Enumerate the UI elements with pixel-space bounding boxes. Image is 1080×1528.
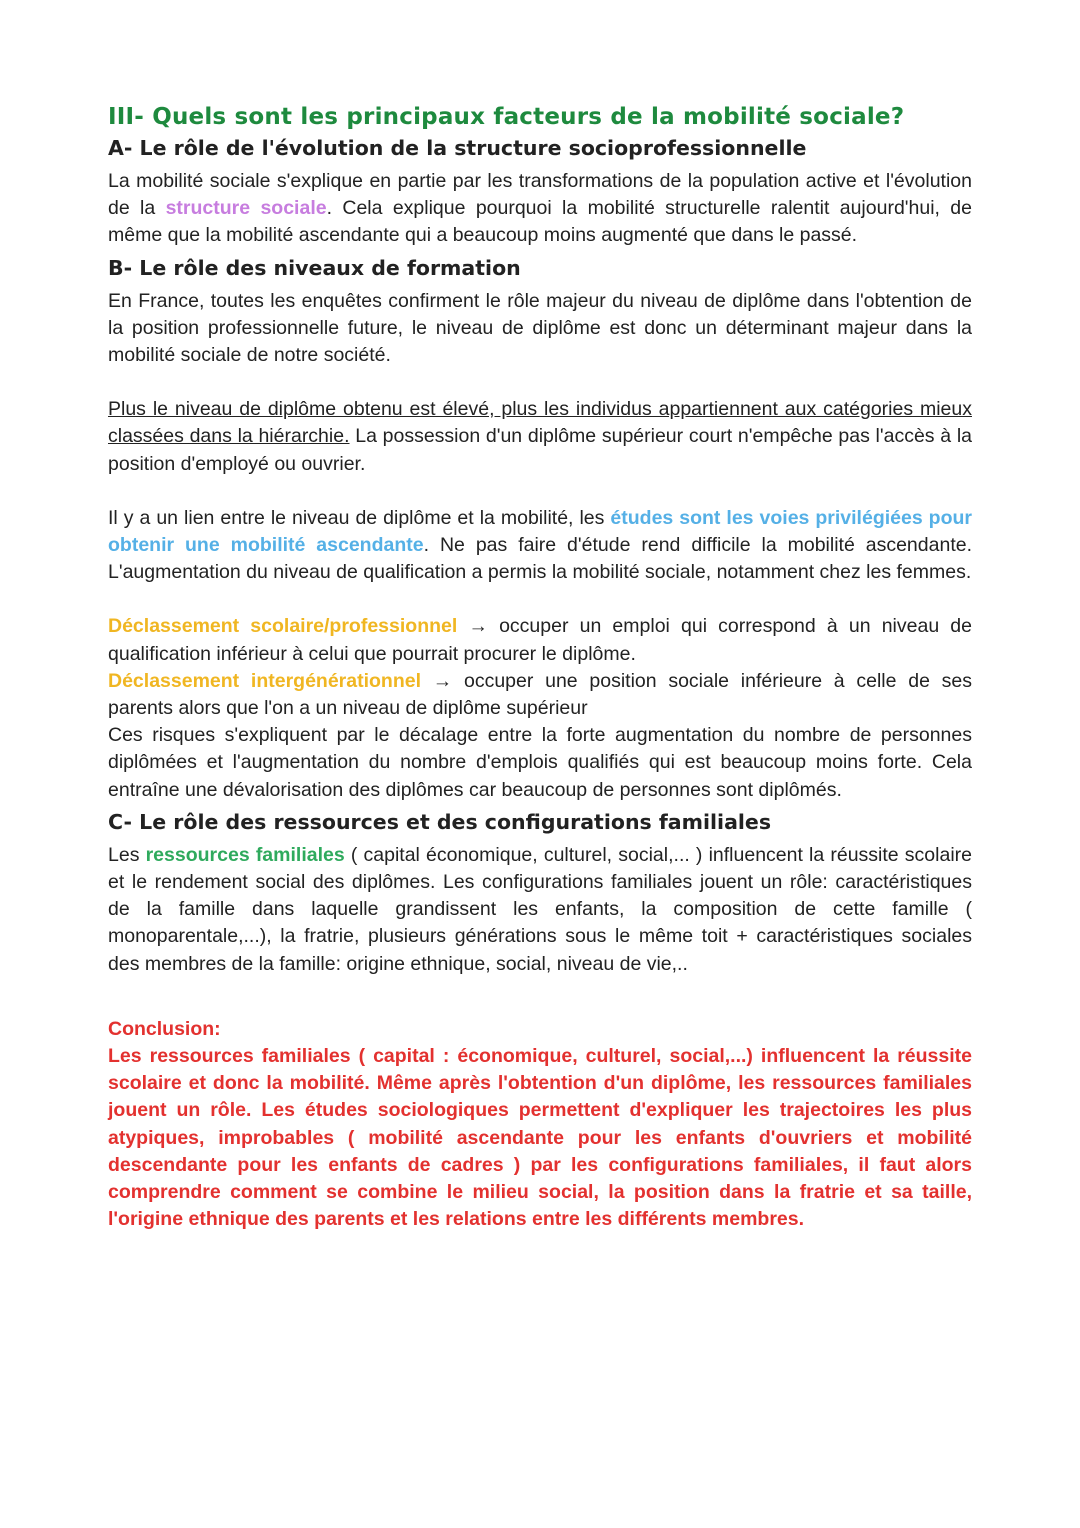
definition-term: Déclassement scolaire/professionnel — [108, 615, 458, 638]
definition-text: → occuper un emploi qui correspond à un niveau de qualification inférieur à celui que pourrait procurer le diplôme. — [108, 615, 972, 665]
highlight-etudes: études sont les voies privilégiées pour obtenir une mobilité ascendante — [108, 506, 973, 557]
highlight-structure-sociale: structure sociale — [165, 197, 327, 220]
section-b-heading: B- Le rôle des niveaux de formation — [108, 255, 521, 280]
underlined-statement: Plus le niveau de diplôme obtenu est élevé, plus les individus appartiennent aux catégories mieux classées dans la hiérarchie. — [108, 398, 972, 448]
section-a-heading: A- Le rôle de l'évolution de la structure socioprofessionnelle — [108, 136, 807, 160]
definition-declassement-intergenerationnel — [108, 668, 972, 722]
conclusion-text: Les ressources familiales ( capital : économique, culturel, social,...) influencent la réussite scolaire et donc la mobilité. Même après l'obtention d'un diplôme, les ressources familiales jouent un rôle. Les études sociologiques permettent d'expliquer les trajectoires les plus atypiques, improbables ( mobilité ascendante pour les enfants d'ouvriers et mobilité descendante pour les enfants de cadres ) par les configurations familiales, il faut alors comprendre comment se combine le milieu social, la position dans la fratrie et sa taille, l'origine ethnique des parents et les relations entre les différents membres. — [108, 1045, 972, 1231]
conclusion-label: Conclusion: — [108, 1017, 221, 1040]
definition-term: Déclassement intergénérationnel — [108, 669, 422, 692]
section-b-paragraph-1: En France, toutes les enquêtes confirment le rôle majeur du niveau de diplôme dans l'obtention de la position professionnelle future, le niveau de diplôme est donc un déterminant majeur dans la mobilité sociale de notre société. — [108, 289, 972, 367]
document-body — [108, 104, 972, 1234]
conclusion-block — [108, 1016, 972, 1234]
definition-text: → occuper une position sociale inférieure à celle de ses parents alors que l'on a un niveau de diplôme supérieur — [108, 669, 973, 720]
highlight-ressources-familiales: ressources familiales — [145, 843, 345, 866]
text-run: . Ne pas faire d'étude rend difficile la mobilité ascendante. L'augmentation du niveau de qualification a permis la mobilité sociale, notamment chez les femmes. — [108, 534, 972, 584]
section-b-paragraph-4: Ces risques s'expliquent par le décalage entre la forte augmentation du nombre de personnes diplômées et l'augmentation du nombre d'emplois qualifiés qui est beaucoup moins forte. Cela entraîne une dévalorisation des diplômes car beaucoup de personnes sont diplômés. — [108, 724, 972, 801]
text-run: La mobilité sociale s'explique en partie par les transformations de la population active et l'évolution de la — [108, 170, 972, 220]
text-run: Il y a un lien entre le niveau de diplôme et la mobilité, les — [108, 506, 611, 529]
section-c-paragraph — [108, 842, 972, 978]
section-b-paragraph-3 — [108, 505, 972, 587]
text-run: La possession d'un diplôme supérieur court n'empêche pas l'accès à la position d'employé ou ouvrier. — [108, 425, 972, 475]
text-run: . Cela explique pourquoi la mobilité structurelle ralentit aujourd'hui, de même que la mobilité ascendante qui a beaucoup moins augmenté que dans le passé. — [108, 197, 972, 247]
text-run: Les — [108, 843, 146, 866]
section-b-paragraph-2 — [108, 396, 972, 478]
text-run: ( capital économique, culturel, social,... ) influencent la réussite scolaire et le rendement social des diplômes. Les configurations familiales jouent un rôle: caractéristiques de la famille dans laquelle grandissent les enfants, la composition de cette famille ( monoparentale,...), la fratrie, plusieurs générations sous le même toit + caractéristiques sociales des membres de la famille: origine ethnique, social, niveau de vie,.. — [108, 843, 972, 975]
page-title: III- Quels sont les principaux facteurs de la mobilité sociale? — [108, 104, 905, 130]
definition-declassement-scolaire — [108, 613, 972, 667]
section-c-heading: C- Le rôle des ressources et des configurations familiales — [108, 809, 772, 834]
section-a-paragraph — [108, 168, 972, 250]
